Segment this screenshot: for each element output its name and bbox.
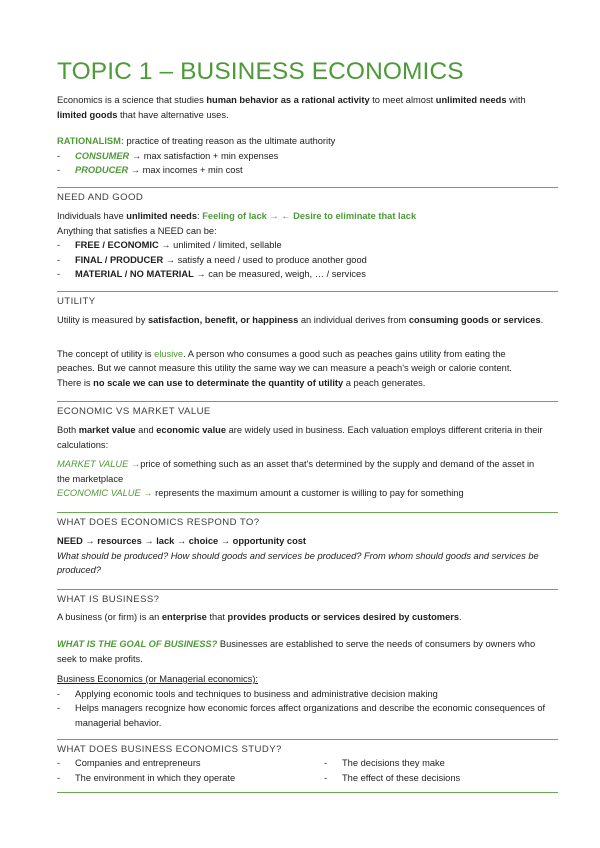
text: to meet almost xyxy=(369,95,436,105)
text: an individual derives from xyxy=(298,315,409,325)
text-bold: no scale we can use to determinate the quantity of utility xyxy=(93,377,344,388)
text: Economics is a science that studies xyxy=(57,95,207,105)
text: price of something such as an asset that's determined by the supply and demand of the asset in the marketplace xyxy=(57,459,535,484)
bottom-rule xyxy=(57,792,558,793)
economic-value-label: ECONOMIC VALUE → xyxy=(57,488,153,499)
list-item: - The effect of these decisions xyxy=(324,771,564,786)
respond-block xyxy=(57,534,547,578)
text-bold: provides products or services desired by customers xyxy=(227,612,460,622)
respond-questions: What should be produced? How should goods and services be produced? From whom should goods and services be produced? xyxy=(57,550,539,576)
need-line xyxy=(57,209,547,224)
list-item xyxy=(57,163,547,178)
need-block xyxy=(57,209,547,282)
text: that xyxy=(206,612,228,622)
text: → max satisfaction + min expenses xyxy=(129,150,279,161)
list-item: - Applying economic tools and techniques to business and administrative decision making xyxy=(57,687,547,702)
section-heading-utility: UTILITY xyxy=(57,291,558,307)
economic-value-line xyxy=(57,486,547,501)
text: with xyxy=(506,95,526,105)
section-heading-study: WHAT DOES BUSINESS ECONOMICS STUDY? xyxy=(57,739,558,755)
list-item xyxy=(57,253,547,268)
text-bold: enterprise xyxy=(161,612,207,622)
text: a peach generates. xyxy=(343,377,426,388)
producer-label: PRODUCER xyxy=(75,165,129,176)
text: → satisfy a need / used to produce another good xyxy=(163,254,367,265)
text: : xyxy=(197,211,203,221)
text-bold: human behavior as a rational activity xyxy=(206,95,370,105)
text-bold: market value xyxy=(78,425,136,435)
text-bold: unlimited needs xyxy=(126,211,198,221)
text: → max incomes + min cost xyxy=(128,165,243,176)
business-economics-block xyxy=(57,672,547,730)
list-item: - Helps managers recognize how economic forces affect organizations and describe the economic consequences of managerial behavior. xyxy=(57,701,547,730)
rationalism-block xyxy=(57,134,547,178)
text-green: Feeling of lack → ← Desire to eliminate that lack xyxy=(202,211,417,221)
business-p1 xyxy=(57,610,547,625)
section-heading-business: WHAT IS BUSINESS? xyxy=(57,589,558,605)
text: → unlimited / limited, sellable xyxy=(158,240,282,251)
market-value-label: MARKET VALUE → xyxy=(57,459,141,469)
text-bold: consuming goods or services xyxy=(408,315,541,325)
text: that have alternative uses. xyxy=(117,109,229,120)
text: . xyxy=(459,612,462,622)
text: practice of treating reason as the ultimate authority xyxy=(123,136,336,146)
text-bold: MATERIAL / NO MATERIAL xyxy=(75,269,194,280)
utility-p1 xyxy=(57,313,547,328)
text-bold: FREE / ECONOMIC xyxy=(75,240,159,251)
rationalism-line xyxy=(57,134,547,149)
list-item xyxy=(57,267,547,282)
text: Both xyxy=(57,425,79,435)
text: The concept of utility is xyxy=(57,349,155,359)
intro-paragraph xyxy=(57,93,547,122)
list-item: - The decisions they make xyxy=(324,756,564,771)
text: . A person who consumes a good such as peaches gains utility from eating the peaches. But we cannot measure this utility the same way we can measure a peach's weigh or calorie content. There is xyxy=(57,349,512,388)
page-title: TOPIC 1 – BUSINESS ECONOMICS xyxy=(57,58,464,85)
list-item: - The environment in which they operate xyxy=(57,771,297,786)
section-heading-value: ECONOMIC VS MARKET VALUE xyxy=(57,401,558,417)
text: . xyxy=(540,315,544,325)
text-green: elusive xyxy=(154,349,184,359)
study-right-column xyxy=(324,756,564,785)
text: Utility is measured by xyxy=(57,315,148,325)
text-bold: unlimited needs xyxy=(435,95,507,105)
goal-label: WHAT IS THE GOAL OF BUSINESS? xyxy=(57,639,218,649)
market-value-line xyxy=(57,457,547,486)
rationalism-label: RATIONALISM: xyxy=(57,136,124,146)
text-bold: economic value xyxy=(156,425,227,435)
section-heading-respond: WHAT DOES ECONOMICS RESPOND TO? xyxy=(57,512,558,528)
text-bold: satisfaction, benefit, or happiness xyxy=(147,315,299,325)
business-goal xyxy=(57,637,547,666)
text: Businesses are established to serve the needs of consumers by owners who seek to make profits. xyxy=(57,639,536,664)
text: represents the maximum amount a customer is willing to pay for something xyxy=(155,488,464,499)
text-bold: FINAL / PRODUCER xyxy=(75,254,164,265)
section-heading-need: NEED AND GOOD xyxy=(57,187,558,203)
text: → can be measured, weigh, … / services xyxy=(193,269,366,280)
text: A business (or firm) is an xyxy=(57,612,162,622)
business-economics-label: Business Economics (or Managerial economics): xyxy=(57,674,258,684)
list-item xyxy=(57,149,547,164)
respond-chain: NEED → resources → lack → choice → opportunity cost xyxy=(57,536,307,546)
text: Individuals have xyxy=(57,211,127,221)
text: and xyxy=(135,425,157,435)
text: Anything that satisfies a NEED can be: xyxy=(57,225,217,236)
utility-p2 xyxy=(57,347,537,390)
value-definitions xyxy=(57,457,547,501)
consumer-label: CONSUMER xyxy=(75,150,130,161)
text-bold: limited goods xyxy=(57,109,118,120)
list-item: - Companies and entrepreneurs xyxy=(57,756,297,771)
text: are widely used in business. Each valuation employs different criteria in their calculations: xyxy=(57,425,543,450)
study-left-column xyxy=(57,756,297,785)
value-p1 xyxy=(57,423,547,452)
list-item xyxy=(57,238,547,253)
